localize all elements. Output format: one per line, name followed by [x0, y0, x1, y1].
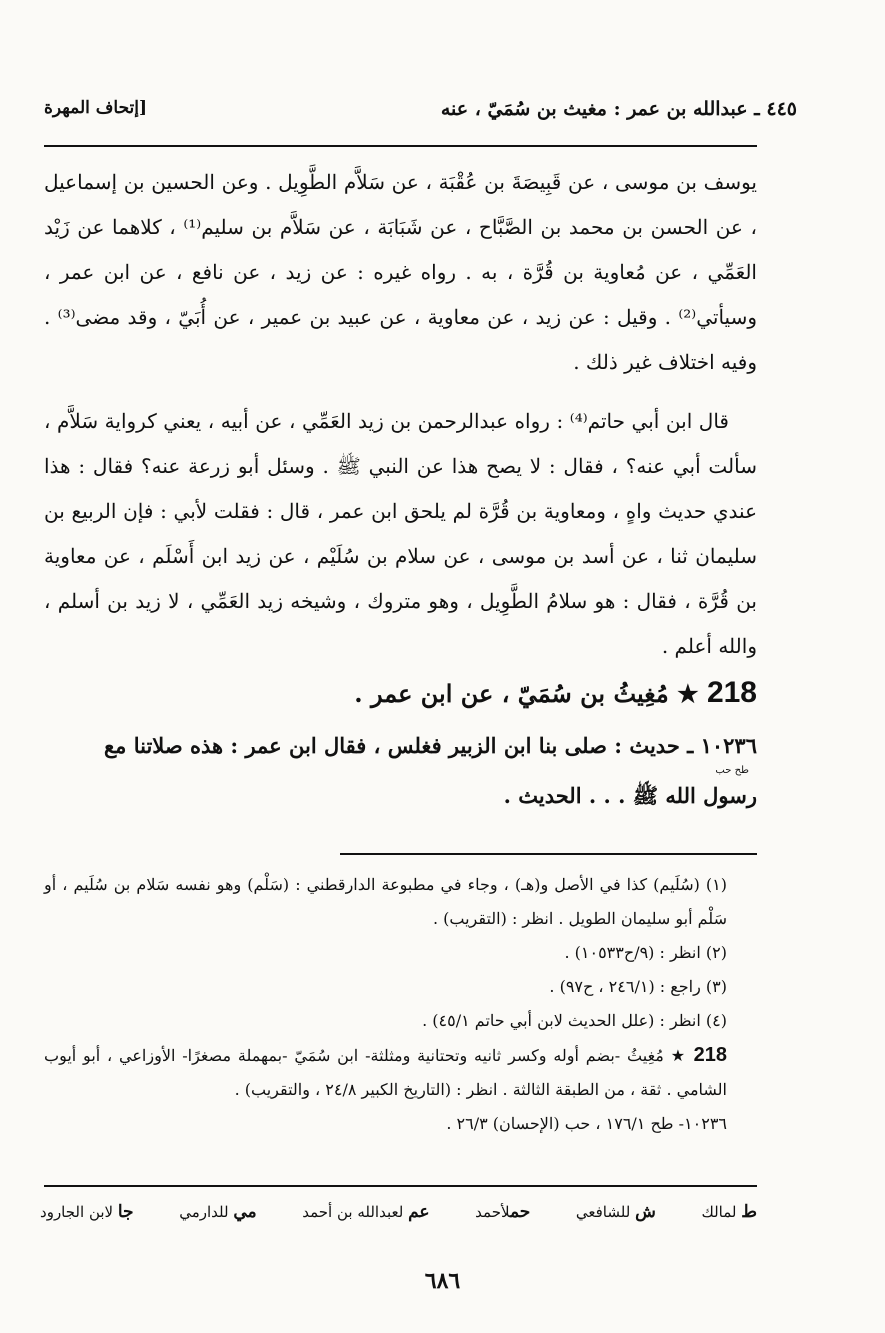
hadith-line-2: رسول الله ﷺ . . . الحديث . [503, 783, 757, 808]
footnote-5-number: 218 [693, 1044, 728, 1066]
paragraph-1: يوسف بن موسى ، عن قَبِيصَةَ بن عُقْبَة ، عن سَلاَّم الطَّوِيل . وعن الحسين بن إسماعيل ، عن الحسن بن محمد بن الصَّبَّاح ، عن شَبَابَة ، عن سَلاَّم بن سليم⁽¹⁾ ، كلاهما عن زَيْد العَمِّي ، عن مُعاوية بن قُرَّة ، به . رواه غيره : عن زيد ، عن نافع ، عن ابن عمر ، وسيأتي⁽²⁾ . وقيل : عن زيد ، عن معاوية ، عن عبيد بن عمير ، عن أُبَيّ ، وقد مضى⁽³⁾ . وفيه اختلاف غير ذلك . [44, 170, 757, 374]
hadith-line-1: ١٠٢٣٦ ـ حديث : صلى بنا ابن الزبير فغلس ، فقال ابن عمر : هذه صلاتنا مع [103, 733, 757, 758]
paragraph-2: قال ابن أبي حاتم⁽⁴⁾ : رواه عبدالرحمن بن زيد العَمِّي ، عن أبيه ، يعني كرواية سَلاَّم ، سألت أبي عنه؟ ، فقال : لا يصح هذا عن النبي ﷺ . وسئل أبو زرعة عنه؟ فقال : هذا عندي حديث واهٍ ، ومعاوية بن قُرَّة لم يلحق ابن عمر ، قال : فقلت لأبي : فإن الربيع بن سليمان ثنا ، عن أسد بن موسى ، عن سلام بن سُلَيْم ، عن زيد ابن أَسْلَم ، عن معاوية بن قُرَّة ، فقال : هو سلامُ الطَّوِيل ، وهو متروك ، وشيخه زيد العَمِّي ، لا زيد بن أسلم ، والله أعلم . [44, 409, 758, 658]
footnote-3: (٣) راجع : (٢٤٦/١ ، ح٩٧) . [549, 977, 727, 996]
abbr-item: حملأحمد [475, 1202, 531, 1222]
header-book-name: [إتحاف المهرة [44, 98, 148, 118]
footnote-2: (٢) انظر : (٩/ح١٠٥٣٣) . [564, 943, 727, 962]
abbr-item: جا لابن الجارود [40, 1202, 134, 1222]
running-header [44, 92, 797, 128]
header-title: ٤٤٥ ـ عبدالله بن عمر : مغيث بن سُمَيّ ، عنه [440, 98, 797, 120]
entry-number: 218 [706, 676, 757, 709]
footnote-6: ١٠٢٣٦- طح ١٧٦/١ ، حب (الإحسان) ٢٦/٣ . [446, 1114, 727, 1133]
abbreviations-rule [44, 1185, 757, 1187]
abbr-item: عم لعبدالله بن أحمد [302, 1202, 430, 1222]
header-rule [44, 145, 757, 147]
main-text [44, 160, 757, 816]
entry-heading [44, 669, 757, 718]
footnote-rule [340, 853, 757, 855]
footnote-5 [44, 1038, 757, 1107]
entry-text: مُغِيثُ بن سُمَيّ ، عن ابن عمر . [354, 679, 669, 708]
star-icon: ★ [677, 679, 699, 708]
abbr-item: ط لمالك [701, 1202, 757, 1222]
footnote-4: (٤) انظر : (علل الحديث لابن أبي حاتم ٤٥/١) . [422, 1011, 727, 1030]
footnote-1: (١) (سُلَيم) كذا في الأصل و(هـ) ، وجاء في مطبوعة الدارقطني : (سَلْم) وهو نفسه سَلام بن سُلَيم ، أو سَلْم أبو سليمان الطويل . انظر : (التقريب) . [44, 875, 728, 928]
page-number: ٦٨٦ [424, 1268, 461, 1294]
star-icon: ★ [670, 1046, 687, 1065]
footnotes [44, 868, 757, 1141]
abbr-item: مي للدارمي [179, 1202, 257, 1222]
abbreviations-legend [40, 1202, 757, 1222]
footnote-5-text: مُغِيثُ -بضم أوله وكسر ثانيه وتحتانية ومثلثة- ابن سُمَيّ -بمهملة مصغرًا- الأوزاعي ، أبو أيوب الشامي . ثقة ، من الطبقة الثالثة . انظر : (التاريخ الكبير ٢٤/٨ ، والتقريب) . [44, 1046, 727, 1099]
hadith-block [44, 726, 757, 816]
hadith-source-marker: طح حب [715, 765, 749, 776]
abbr-item: ش للشافعي [575, 1202, 656, 1222]
